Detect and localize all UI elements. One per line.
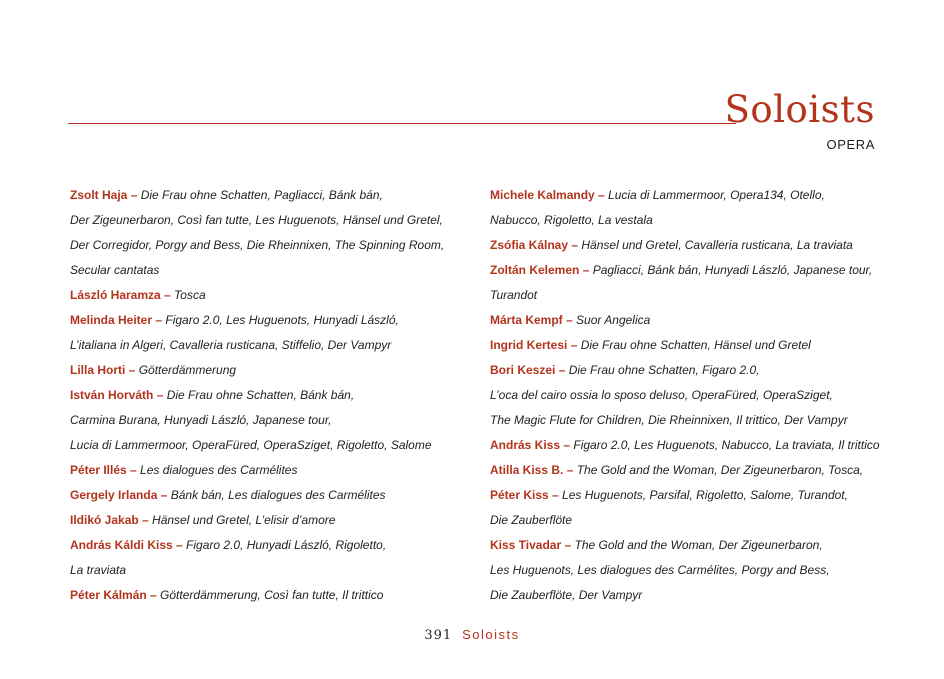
name-separator: – xyxy=(160,288,175,302)
soloist-works: Der Corregidor, Porgy and Bess, Die Rheinnixen, The Spinning Room, xyxy=(70,238,445,252)
soloist-line xyxy=(490,383,900,408)
soloist-line xyxy=(70,208,480,233)
name-separator: – xyxy=(567,338,581,352)
soloist-name: István Horváth xyxy=(70,388,154,402)
soloist-line xyxy=(490,233,900,258)
soloist-name: Lilla Horti xyxy=(70,363,126,377)
soloist-works: Figaro 2.0, Les Huguenots, Hunyadi László, xyxy=(165,313,399,327)
name-separator: – xyxy=(555,363,569,377)
header-rule xyxy=(68,123,736,124)
soloist-name: Márta Kempf xyxy=(490,313,563,327)
soloist-works: Lucia di Lammermoor, Opera134, Otello, xyxy=(608,188,825,202)
soloist-works: Götterdämmerung xyxy=(138,363,237,377)
soloist-line xyxy=(70,408,480,433)
soloist-works: The Magic Flute for Children, Die Rheinnixen, Il trittico, Der Vampyr xyxy=(490,413,848,427)
soloist-line xyxy=(490,258,900,283)
soloist-works: Hänsel und Gretel, L’elisir d’amore xyxy=(152,513,336,527)
soloist-line xyxy=(490,308,900,333)
soloist-name: Péter Kiss xyxy=(490,488,549,502)
soloist-works: Carmina Burana, Hunyadi László, Japanese tour, xyxy=(70,413,332,427)
soloist-line xyxy=(70,558,480,583)
soloist-line xyxy=(490,458,900,483)
name-separator: – xyxy=(138,513,153,527)
soloist-line xyxy=(490,433,900,458)
soloist-works: Hänsel und Gretel, Cavalleria rusticana, La traviata xyxy=(581,238,853,252)
page-subtitle: OPERA xyxy=(826,137,875,152)
footer-label: Soloists xyxy=(462,627,520,642)
soloist-works: Götterdämmerung, Così fan tutte, Il trittico xyxy=(160,588,384,602)
soloist-works: Tosca xyxy=(174,288,206,302)
soloist-line xyxy=(70,483,480,508)
soloist-works: The Gold and the Woman, Der Zigeunerbaron, Tosca, xyxy=(576,463,864,477)
soloist-line xyxy=(70,258,480,283)
soloist-line xyxy=(490,208,900,233)
soloist-line xyxy=(70,583,480,608)
name-separator: – xyxy=(125,363,139,377)
name-separator: – xyxy=(126,463,141,477)
soloist-works: The Gold and the Woman, Der Zigeunerbaron, xyxy=(574,538,823,552)
page-footer xyxy=(0,627,944,643)
soloist-line xyxy=(70,383,480,408)
soloist-name: András Kiss xyxy=(490,438,561,452)
soloist-line xyxy=(490,533,900,558)
soloist-name: Ingrid Kertesi xyxy=(490,338,568,352)
name-separator: – xyxy=(157,488,171,502)
name-separator: – xyxy=(594,188,609,202)
soloist-line xyxy=(70,308,480,333)
soloist-line xyxy=(70,458,480,483)
soloist-name: Michele Kalmandy xyxy=(490,188,595,202)
soloist-line xyxy=(70,183,480,208)
soloist-line xyxy=(490,558,900,583)
soloist-works: Nabucco, Rigoletto, La vestala xyxy=(490,213,653,227)
name-separator: – xyxy=(568,238,582,252)
soloist-line xyxy=(490,333,900,358)
soloist-works: Der Zigeunerbaron, Così fan tutte, Les Huguenots, Hänsel und Gretel, xyxy=(70,213,443,227)
soloist-line xyxy=(70,508,480,533)
name-separator: – xyxy=(146,588,161,602)
name-separator: – xyxy=(579,263,593,277)
soloist-line xyxy=(490,283,900,308)
name-separator: – xyxy=(560,438,574,452)
soloist-works: La traviata xyxy=(70,563,127,577)
soloist-name: Atilla Kiss B. xyxy=(490,463,564,477)
soloist-line xyxy=(70,283,480,308)
soloist-line xyxy=(490,358,900,383)
soloist-line xyxy=(490,583,900,608)
soloist-works: Les Huguenots, Les dialogues des Carmélites, Porgy and Bess, xyxy=(490,563,830,577)
soloist-name: Zsolt Haja xyxy=(70,188,128,202)
name-separator: – xyxy=(152,313,166,327)
soloist-line xyxy=(70,333,480,358)
soloist-line xyxy=(70,433,480,458)
soloist-works: Les Huguenots, Parsifal, Rigoletto, Salome, Turandot, xyxy=(562,488,848,502)
soloist-name: András Káldi Kiss xyxy=(70,538,173,552)
name-separator: – xyxy=(548,488,563,502)
name-separator: – xyxy=(127,188,141,202)
soloist-name: László Haramza xyxy=(70,288,161,302)
soloist-works: Les dialogues des Carmélites xyxy=(140,463,298,477)
soloist-works: Die Frau ohne Schatten, Hänsel und Gretel xyxy=(580,338,811,352)
left-column xyxy=(70,183,480,608)
soloist-line xyxy=(70,358,480,383)
page-title: Soloists xyxy=(724,88,875,131)
soloist-works: Die Frau ohne Schatten, Bánk bán, xyxy=(166,388,355,402)
soloist-name: Gergely Irlanda xyxy=(70,488,158,502)
soloist-works: Pagliacci, Bánk bán, Hunyadi László, Japanese tour, xyxy=(592,263,873,277)
name-separator: – xyxy=(561,538,575,552)
soloist-name: Ildikó Jakab xyxy=(70,513,139,527)
soloist-works: Die Frau ohne Schatten, Pagliacci, Bánk bán, xyxy=(140,188,383,202)
soloist-line xyxy=(70,533,480,558)
right-column xyxy=(490,183,900,608)
soloist-name: Zsófia Kálnay xyxy=(490,238,569,252)
soloist-name: Kiss Tivadar xyxy=(490,538,562,552)
soloist-line xyxy=(490,508,900,533)
soloist-works: Die Frau ohne Schatten, Figaro 2.0, xyxy=(568,363,760,377)
soloist-name: Péter Kálmán xyxy=(70,588,147,602)
soloist-line xyxy=(490,483,900,508)
soloist-works: L’italiana in Algeri, Cavalleria rusticana, Stiffelio, Der Vampyr xyxy=(70,338,392,352)
page-number: 391 xyxy=(424,628,453,643)
soloist-works: Figaro 2.0, Hunyadi László, Rigoletto, xyxy=(186,538,387,552)
soloist-works: Die Zauberflöte xyxy=(490,513,573,527)
soloist-name: Péter Illés xyxy=(70,463,127,477)
soloist-works: Secular cantatas xyxy=(70,263,160,277)
soloist-name: Bori Keszei xyxy=(490,363,556,377)
soloist-works: Lucia di Lammermoor, OperaFüred, OperaSziget, Rigoletto, Salome xyxy=(70,438,432,452)
name-separator: – xyxy=(153,388,167,402)
soloist-works: Suor Angelica xyxy=(576,313,651,327)
name-separator: – xyxy=(562,313,577,327)
soloist-works: Turandot xyxy=(490,288,538,302)
soloist-line xyxy=(70,233,480,258)
soloist-works: Die Zauberflöte, Der Vampyr xyxy=(490,588,643,602)
soloist-line xyxy=(490,183,900,208)
name-separator: – xyxy=(172,538,187,552)
soloist-line xyxy=(490,408,900,433)
soloist-name: Zoltán Kelemen xyxy=(490,263,580,277)
soloist-works: Figaro 2.0, Les Huguenots, Nabucco, La traviata, Il trittico xyxy=(573,438,880,452)
soloist-works: Bánk bán, Les dialogues des Carmélites xyxy=(170,488,386,502)
soloist-name: Melinda Heiter xyxy=(70,313,153,327)
name-separator: – xyxy=(563,463,577,477)
soloist-works: L’oca del cairo ossia lo sposo deluso, OperaFüred, OperaSziget, xyxy=(490,388,833,402)
